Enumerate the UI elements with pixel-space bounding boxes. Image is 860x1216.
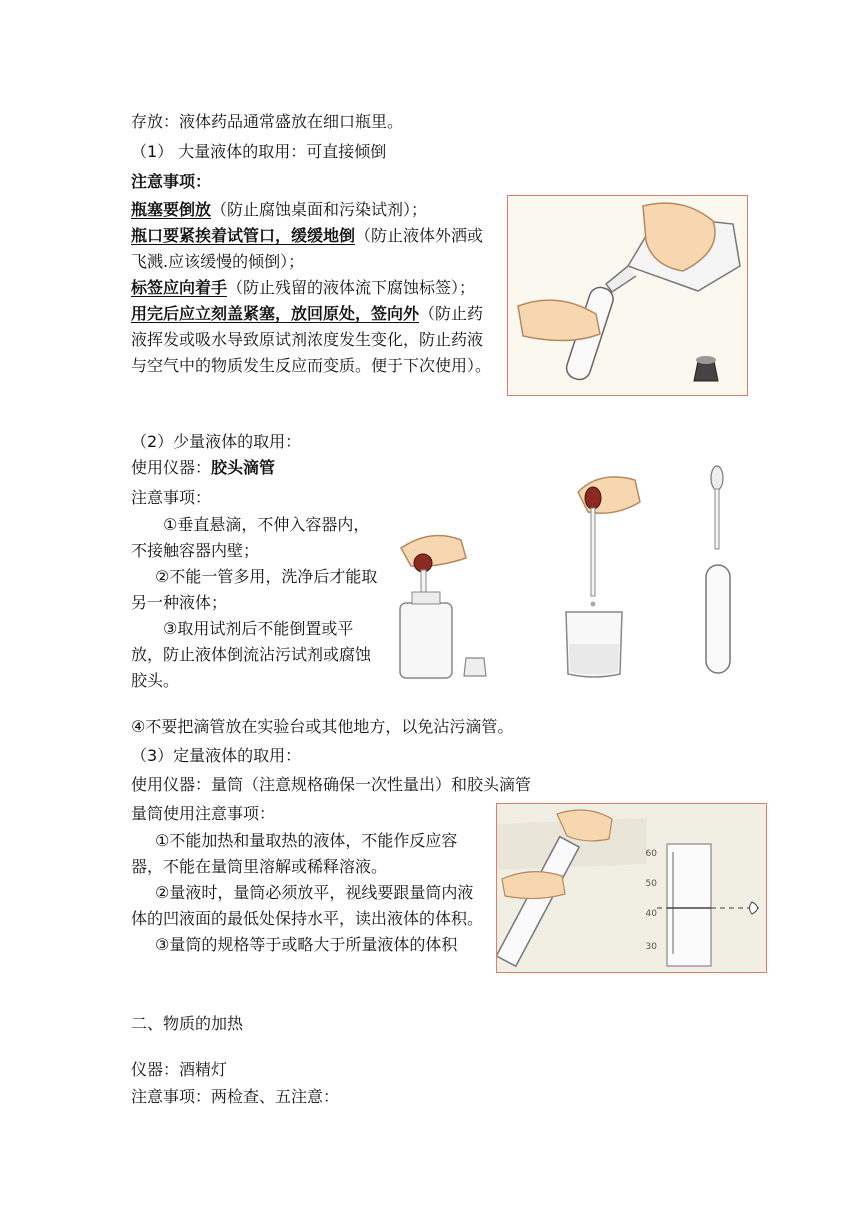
cylinder-note-2: ②量液时，量筒必须放平，视线要跟量筒内液体的凹液面的最低处保持水平，读出液体的体积。 xyxy=(131,883,484,928)
storage-line: 存放：液体药品通常盛放在细口瓶里。 xyxy=(131,112,404,131)
notes-heading-2: 注意事项： xyxy=(131,488,212,507)
cylinder-illustration xyxy=(496,803,767,973)
pour-notes xyxy=(131,197,496,379)
note-3: 标签应向着手（防止残留的液体流下腐蚀标签）； xyxy=(131,278,476,297)
tick-40: 40 xyxy=(645,909,657,919)
cylinder-notes xyxy=(131,828,486,958)
dropper-note-1: ①垂直悬滴，不伸入容器内，不接触容器内壁； xyxy=(131,515,370,560)
tick-30: 30 xyxy=(645,942,657,952)
note-4: 用完后应立刻盖紧塞，放回原处，签向外（防止药液挥发或吸水导致原试剂浓度发生变化，防止药液与空气中的物质发生反应而变质。便于下次使用）。 xyxy=(131,304,492,375)
dropper-notes xyxy=(131,512,381,694)
alcohol-lamp-line: 仪器：酒精灯 xyxy=(131,1060,228,1079)
dropper-bottle-illustration xyxy=(396,518,496,680)
small-liquid-heading: （2）少量液体的取用： xyxy=(131,432,302,451)
note-2: 瓶口要紧挨着试管口，缓缓地倒（防止液体外洒或飞溅.应该缓慢的倾倒）； xyxy=(131,226,484,271)
dropper-beaker-illustration xyxy=(560,462,650,682)
cylinder-notes-heading: 量筒使用注意事项： xyxy=(131,804,276,823)
dropper-note-3: ③取用试剂后不能倒置或平放，防止液体倒流沾污试剂或腐蚀胶头。 xyxy=(131,619,372,690)
section-heading-heating: 二、物质的加热 xyxy=(131,1014,244,1033)
cylinder-instrument-line: 使用仪器：量筒（注意规格确保一次性量出）和胶头滴管 xyxy=(131,775,532,794)
cylinder-note-1: ①不能加热和量取热的液体，不能作反应容器，不能在量筒里溶解或稀释溶液。 xyxy=(131,831,458,876)
dropper-instrument-line: 使用仪器：胶头滴管 xyxy=(131,458,276,477)
heating-notes-line: 注意事项：两检查、五注意： xyxy=(131,1087,340,1106)
tick-60: 60 xyxy=(645,849,657,859)
notes-heading-1: 注意事项： xyxy=(131,172,212,191)
dropper-testtube-illustration xyxy=(700,462,740,677)
cylinder-note-3: ③量筒的规格等于或略大于所量液体的体积 xyxy=(155,935,458,954)
dropper-note-2: ②不能一管多用，洗净后才能取另一种液体； xyxy=(131,567,378,612)
quantitative-heading: （3）定量液体的取用： xyxy=(131,746,302,765)
pouring-illustration xyxy=(507,195,748,396)
note-1: 瓶塞要倒放（防止腐蚀桌面和污染试剂）； xyxy=(131,200,428,219)
large-liquid-heading: （1） 大量液体的取用：可直接倾倒 xyxy=(131,142,387,161)
dropper-note-4: ④不要把滴管放在实验台或其他地方，以免沾污滴管。 xyxy=(131,717,514,736)
tick-50: 50 xyxy=(645,879,657,889)
